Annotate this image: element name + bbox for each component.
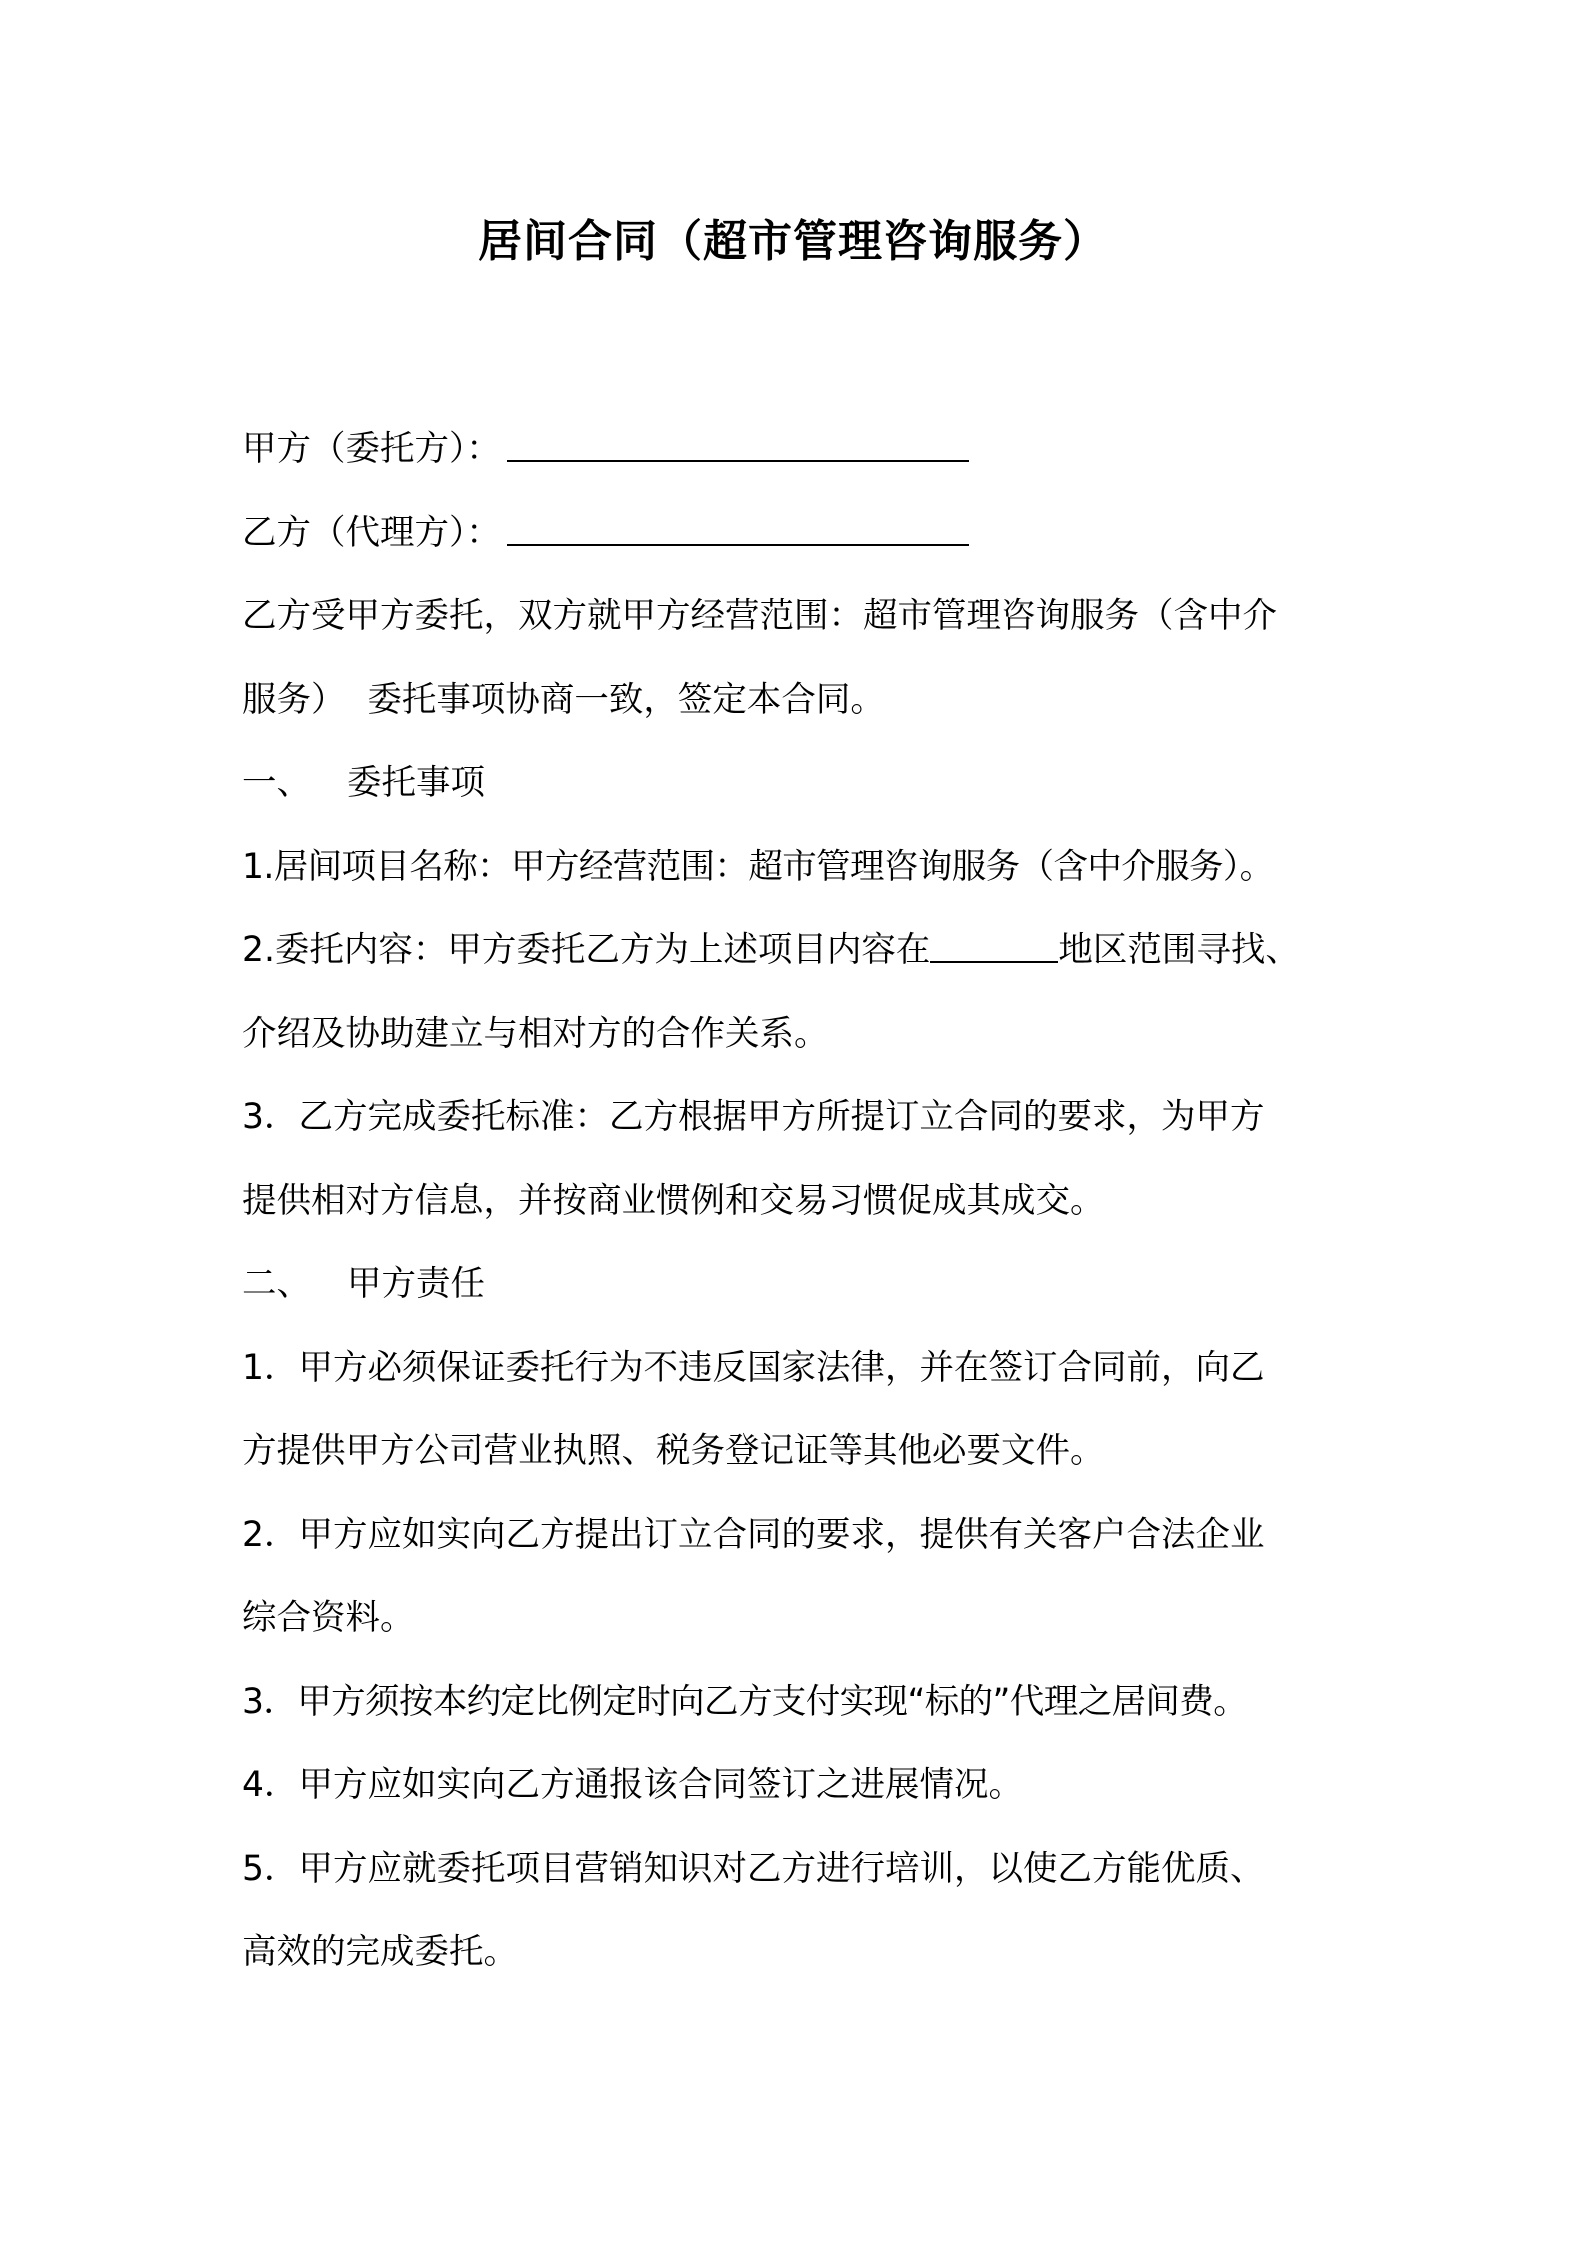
party-b-blank bbox=[507, 504, 969, 546]
party-b-line bbox=[242, 492, 1362, 576]
section-1-item-3: 3．乙方完成委托标准：乙方根据甲方所提订立合同的要求，为甲方 bbox=[242, 1097, 1265, 1137]
item-2-text-after: 地区范围寻找、 bbox=[1058, 930, 1300, 970]
section-2-item-5: 5．甲方应就委托项目营销知识对乙方进行培训，以使乙方能优质、 bbox=[242, 1848, 1265, 1889]
section-2-item-3: 3．甲方须按本约定比例定时向乙方支付实现“标的”代理之居间费。 bbox=[242, 1681, 1248, 1722]
item-2-text-before: 2.委托内容：甲方委托乙方为上述项目内容在 bbox=[242, 930, 931, 970]
section-2-item-4: 4．甲方应如实向乙方通报该合同签订之进展情况。 bbox=[242, 1765, 1023, 1805]
section-2-item-2-cont: 综合资料。 bbox=[242, 1598, 415, 1638]
section-2-item-2: 2．甲方应如实向乙方提出订立合同的要求，提供有关客户合法企业 bbox=[242, 1514, 1265, 1555]
section-1-title: 委托事项 bbox=[347, 763, 485, 803]
party-a-line bbox=[242, 408, 1362, 492]
document-title: 居间合同（超市管理咨询服务） bbox=[478, 216, 1108, 267]
section-1-heading bbox=[242, 742, 1362, 826]
section-2-heading bbox=[242, 1243, 1362, 1327]
intro-line-1: 乙方受甲方委托，双方就甲方经营范围：超市管理咨询服务（含中介 bbox=[242, 596, 1277, 636]
section-2-number: 二、 bbox=[242, 1264, 311, 1304]
section-2-item-5-cont: 高效的完成委托。 bbox=[242, 1932, 518, 1972]
intro-line-2: 服务） 委托事项协商一致，签定本合同。 bbox=[242, 679, 885, 720]
section-2-item-1-cont: 方提供甲方公司营业执照、税务登记证等其他必要文件。 bbox=[242, 1431, 1105, 1471]
party-b-label: 乙方（代理方）： bbox=[242, 512, 501, 553]
section-1-number: 一、 bbox=[242, 763, 311, 803]
party-a-blank bbox=[507, 420, 969, 462]
section-1-item-2-cont: 介绍及协助建立与相对方的合作关系。 bbox=[242, 1013, 829, 1054]
party-a-label: 甲方（委托方）： bbox=[242, 429, 501, 469]
section-1-item-2 bbox=[242, 909, 1362, 993]
area-blank bbox=[930, 921, 1058, 963]
document-body bbox=[242, 408, 1362, 1995]
section-2-item-1: 1．甲方必须保证委托行为不违反国家法律，并在签订合同前，向乙 bbox=[242, 1347, 1265, 1388]
section-1-item-1: 1.居间项目名称：甲方经营范围：超市管理咨询服务（含中介服务）。 bbox=[242, 846, 1274, 887]
section-2-title: 甲方责任 bbox=[347, 1264, 485, 1304]
section-1-item-3-cont: 提供相对方信息，并按商业惯例和交易习惯促成其成交。 bbox=[242, 1180, 1105, 1221]
